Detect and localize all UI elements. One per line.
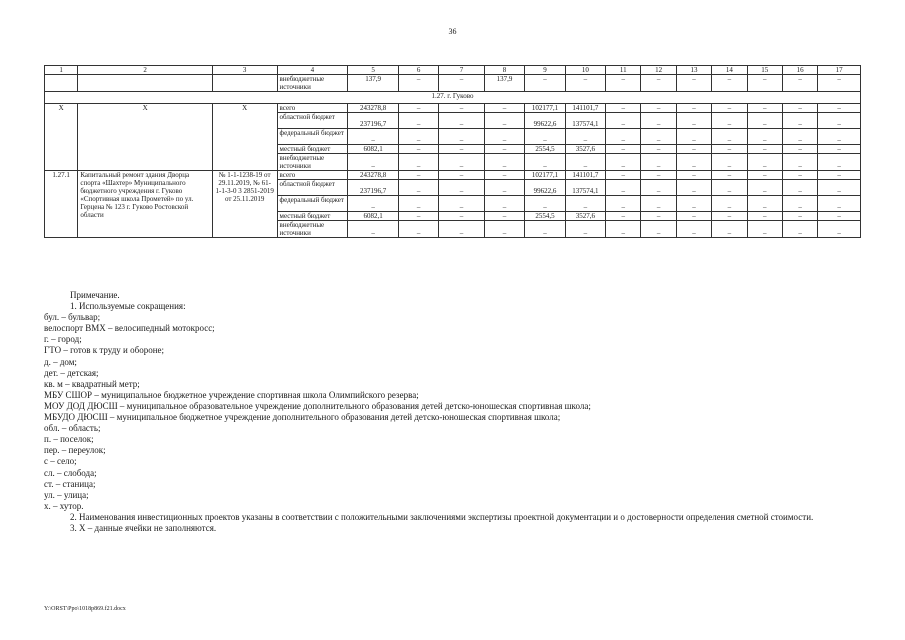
value-cell: – xyxy=(676,180,711,196)
value-cell: 6082,1 xyxy=(348,145,399,154)
value-cell: – xyxy=(398,212,438,221)
notes-item-3: 3. Х – данные ячейки не заполняются. xyxy=(70,522,217,533)
value-cell: – xyxy=(676,104,711,113)
column-number: 1 xyxy=(45,66,78,75)
value-cell: 141101,7 xyxy=(565,171,605,180)
value-cell: – xyxy=(606,171,641,180)
value-cell: 2554,5 xyxy=(525,145,565,154)
value-cell: – xyxy=(439,145,485,154)
value-cell: – xyxy=(606,129,641,145)
value-cell: – xyxy=(782,75,817,92)
value-cell: – xyxy=(676,75,711,92)
table-row xyxy=(45,171,861,180)
value-cell: – xyxy=(606,104,641,113)
x-name: Х xyxy=(78,104,212,171)
abbreviation-item: кв. м – квадратный метр; xyxy=(44,378,140,389)
value-cell: – xyxy=(439,196,485,212)
value-cell: – xyxy=(606,212,641,221)
value-cell: – xyxy=(439,154,485,171)
value-cell: 243278,8 xyxy=(348,104,399,113)
value-cell: – xyxy=(398,221,438,238)
value-cell: 137574,1 xyxy=(565,180,605,196)
value-cell: – xyxy=(398,113,438,129)
value-cell: 99622,6 xyxy=(525,113,565,129)
project-expertise: № 1-1-1238-19 от 29.11.2019, № 61- 1-1-3-0 3 2851-2019 от 25.11.2019 xyxy=(212,171,277,238)
column-number: 4 xyxy=(277,66,348,75)
value-cell: 3527,6 xyxy=(565,212,605,221)
value-cell: 137,9 xyxy=(348,75,399,92)
value-cell: – xyxy=(398,180,438,196)
value-cell: – xyxy=(747,212,782,221)
value-cell: 2554,5 xyxy=(525,212,565,221)
abbreviation-item: МБУДО ДЮСШ – муниципальное бюджетное учреждение дополнительного образования детей детско-юношеская спортивная школа; xyxy=(44,412,561,423)
funding-source: федеральный бюджет xyxy=(277,129,348,145)
value-cell: – xyxy=(782,145,817,154)
value-cell: – xyxy=(525,196,565,212)
value-cell: 6082,1 xyxy=(348,212,399,221)
value-cell: – xyxy=(525,221,565,238)
column-number: 2 xyxy=(78,66,212,75)
value-cell: – xyxy=(565,196,605,212)
table-cell xyxy=(45,75,78,92)
column-number: 8 xyxy=(484,66,524,75)
value-cell: – xyxy=(439,180,485,196)
column-number: 17 xyxy=(818,66,861,75)
value-cell: 137,9 xyxy=(484,75,524,92)
column-number: 10 xyxy=(565,66,605,75)
table-cell xyxy=(212,75,277,92)
column-number: 6 xyxy=(398,66,438,75)
table-row xyxy=(45,104,861,113)
value-cell: – xyxy=(782,196,817,212)
value-cell: – xyxy=(782,212,817,221)
city-heading: 1.27. г. Гуково xyxy=(45,92,861,104)
notes-title: Примечание. xyxy=(70,290,120,300)
value-cell: 99622,6 xyxy=(525,180,565,196)
column-number: 7 xyxy=(439,66,485,75)
value-cell: – xyxy=(641,171,676,180)
notes-section xyxy=(44,290,862,534)
value-cell: – xyxy=(439,212,485,221)
column-number: 14 xyxy=(712,66,747,75)
value-cell: – xyxy=(398,171,438,180)
value-cell: – xyxy=(747,104,782,113)
funding-source: местный бюджет xyxy=(277,145,348,154)
value-cell: – xyxy=(641,75,676,92)
value-cell: – xyxy=(484,221,524,238)
value-cell: – xyxy=(676,196,711,212)
value-cell: – xyxy=(676,113,711,129)
value-cell: – xyxy=(747,129,782,145)
abbreviation-item: г. – город; xyxy=(44,334,82,345)
value-cell: – xyxy=(818,145,861,154)
value-cell: – xyxy=(606,154,641,171)
value-cell: – xyxy=(484,104,524,113)
abbreviation-item: д. – дом; xyxy=(44,356,77,367)
value-cell: – xyxy=(818,212,861,221)
value-cell: – xyxy=(606,196,641,212)
value-cell: – xyxy=(525,75,565,92)
column-number: 3 xyxy=(212,66,277,75)
value-cell: – xyxy=(484,196,524,212)
value-cell: – xyxy=(641,212,676,221)
table-cell xyxy=(78,75,212,92)
value-cell: – xyxy=(712,104,747,113)
value-cell: – xyxy=(641,154,676,171)
value-cell: – xyxy=(565,221,605,238)
value-cell: – xyxy=(676,171,711,180)
value-cell: 3527,6 xyxy=(565,145,605,154)
value-cell: – xyxy=(818,75,861,92)
value-cell: – xyxy=(484,129,524,145)
value-cell: – xyxy=(398,196,438,212)
value-cell: – xyxy=(641,104,676,113)
funding-source: областной бюджет xyxy=(277,113,348,129)
value-cell: – xyxy=(525,154,565,171)
value-cell: – xyxy=(712,171,747,180)
abbreviation-item: х. – хутор. xyxy=(44,500,84,511)
column-number: 9 xyxy=(525,66,565,75)
value-cell: – xyxy=(782,171,817,180)
value-cell: – xyxy=(747,180,782,196)
value-cell: – xyxy=(782,221,817,238)
value-cell: – xyxy=(782,154,817,171)
budget-table xyxy=(44,65,861,238)
value-cell: – xyxy=(641,129,676,145)
value-cell: – xyxy=(484,145,524,154)
value-cell: – xyxy=(818,221,861,238)
value-cell: – xyxy=(439,113,485,129)
value-cell: – xyxy=(676,212,711,221)
abbreviation-item: дет. – детская; xyxy=(44,367,99,378)
city-heading-row xyxy=(45,92,861,104)
column-number: 13 xyxy=(676,66,711,75)
page-number: 36 xyxy=(448,27,457,36)
abbreviation-item: сл. – слобода; xyxy=(44,467,97,478)
abbreviation-item: с – село; xyxy=(44,456,77,467)
value-cell: – xyxy=(606,113,641,129)
value-cell: – xyxy=(782,180,817,196)
table-header-row xyxy=(45,66,861,75)
value-cell: – xyxy=(565,75,605,92)
value-cell: – xyxy=(676,145,711,154)
value-cell: – xyxy=(712,212,747,221)
abbreviations-list xyxy=(44,312,862,512)
value-cell: – xyxy=(565,154,605,171)
value-cell: – xyxy=(606,75,641,92)
funding-source: внебюджетные источники xyxy=(277,154,348,171)
abbreviation-item: ул. – улица; xyxy=(44,489,89,500)
abbreviation-item: обл. – область; xyxy=(44,423,101,434)
value-cell: – xyxy=(439,129,485,145)
value-cell: – xyxy=(398,154,438,171)
value-cell: – xyxy=(676,221,711,238)
file-path: Y:\ORST\Ppo\1018p869.f21.docx xyxy=(44,606,126,612)
value-cell: – xyxy=(712,154,747,171)
value-cell: – xyxy=(606,145,641,154)
value-cell: – xyxy=(641,221,676,238)
abbreviation-item: бул. – бульвар; xyxy=(44,312,101,323)
column-number: 11 xyxy=(606,66,641,75)
value-cell: – xyxy=(712,75,747,92)
value-cell: – xyxy=(484,113,524,129)
project-number: 1.27.1 xyxy=(45,171,78,238)
funding-source: местный бюджет xyxy=(277,212,348,221)
value-cell: – xyxy=(398,129,438,145)
value-cell: – xyxy=(782,104,817,113)
value-cell: – xyxy=(398,75,438,92)
value-cell: – xyxy=(484,212,524,221)
value-cell: – xyxy=(606,180,641,196)
funding-source: всего xyxy=(277,104,348,113)
value-cell: – xyxy=(606,221,641,238)
project-name: Капитальный ремонт здания Дворца спорта «Шахтер» Муниципального бюджетного учреждения г. Гуково «Спортивная школа Прометей» по ул. Герцена № 123 г. Гуково Ростовской области xyxy=(78,171,212,238)
value-cell: – xyxy=(712,113,747,129)
value-cell: – xyxy=(641,180,676,196)
value-cell: – xyxy=(818,129,861,145)
notes-item-2: 2. Наименования инвестиционных проектов указаны в соответствии с положительными заключениями экспертизы проектной документации и о достоверности определения сметной стоимости. xyxy=(70,511,814,522)
funding-source: всего xyxy=(277,171,348,180)
column-number: 5 xyxy=(348,66,399,75)
value-cell: – xyxy=(641,196,676,212)
value-cell: 243278,8 xyxy=(348,171,399,180)
value-cell: – xyxy=(782,113,817,129)
value-cell: – xyxy=(712,129,747,145)
value-cell: – xyxy=(348,196,399,212)
value-cell: – xyxy=(641,113,676,129)
value-cell: – xyxy=(818,154,861,171)
value-cell: 237196,7 xyxy=(348,113,399,129)
value-cell: – xyxy=(565,129,605,145)
value-cell: – xyxy=(484,154,524,171)
x-number: Х xyxy=(45,104,78,171)
value-cell: – xyxy=(712,221,747,238)
value-cell: – xyxy=(782,129,817,145)
value-cell: – xyxy=(676,129,711,145)
value-cell: – xyxy=(818,113,861,129)
funding-source: областной бюджет xyxy=(277,180,348,196)
value-cell: 137574,1 xyxy=(565,113,605,129)
column-number: 12 xyxy=(641,66,676,75)
abbreviation-item: МОУ ДОД ДЮСШ – муниципальное образовательное учреждение дополнительного образования детей детско-юношеская спортивная школа; xyxy=(44,400,591,411)
value-cell: – xyxy=(641,145,676,154)
value-cell: – xyxy=(747,75,782,92)
value-cell: – xyxy=(747,221,782,238)
value-cell: – xyxy=(439,171,485,180)
value-cell: – xyxy=(398,104,438,113)
funding-source: федеральный бюджет xyxy=(277,196,348,212)
value-cell: – xyxy=(818,104,861,113)
funding-source: внебюджетные источники xyxy=(277,221,348,238)
abbreviation-item: ст. – станица; xyxy=(44,478,96,489)
value-cell: – xyxy=(818,171,861,180)
value-cell: – xyxy=(348,129,399,145)
value-cell: – xyxy=(747,113,782,129)
value-cell: – xyxy=(439,104,485,113)
value-cell: – xyxy=(398,145,438,154)
value-cell: – xyxy=(676,154,711,171)
funding-source: внебюджетные источники xyxy=(277,75,348,92)
value-cell: – xyxy=(348,221,399,238)
value-cell: – xyxy=(747,171,782,180)
value-cell: 141101,7 xyxy=(565,104,605,113)
value-cell: – xyxy=(712,145,747,154)
column-number: 15 xyxy=(747,66,782,75)
abbreviation-item: МБУ СШОР – муниципальное бюджетное учреждение спортивная школа Олимпийского резерва; xyxy=(44,389,419,400)
value-cell: 237196,7 xyxy=(348,180,399,196)
value-cell: – xyxy=(747,154,782,171)
abbreviation-item: велоспорт ВМХ – велосипедный мотокросс; xyxy=(44,323,215,334)
x-expertise: Х xyxy=(212,104,277,171)
value-cell: – xyxy=(484,171,524,180)
value-cell: – xyxy=(348,154,399,171)
value-cell: – xyxy=(712,180,747,196)
value-cell: 102177,1 xyxy=(525,171,565,180)
value-cell: – xyxy=(747,145,782,154)
abbreviation-item: ГТО – готов к труду и обороне; xyxy=(44,345,165,356)
value-cell: – xyxy=(439,221,485,238)
notes-item-1: 1. Используемые сокращения: xyxy=(70,301,186,312)
abbreviation-item: п. – поселок; xyxy=(44,434,94,445)
value-cell: – xyxy=(747,196,782,212)
value-cell: – xyxy=(818,180,861,196)
value-cell: – xyxy=(439,75,485,92)
value-cell: – xyxy=(712,196,747,212)
table-row xyxy=(45,75,861,92)
column-number: 16 xyxy=(782,66,817,75)
abbreviation-item: пер. – переулок; xyxy=(44,445,106,456)
value-cell: – xyxy=(525,129,565,145)
value-cell: – xyxy=(484,180,524,196)
value-cell: 102177,1 xyxy=(525,104,565,113)
value-cell: – xyxy=(818,196,861,212)
